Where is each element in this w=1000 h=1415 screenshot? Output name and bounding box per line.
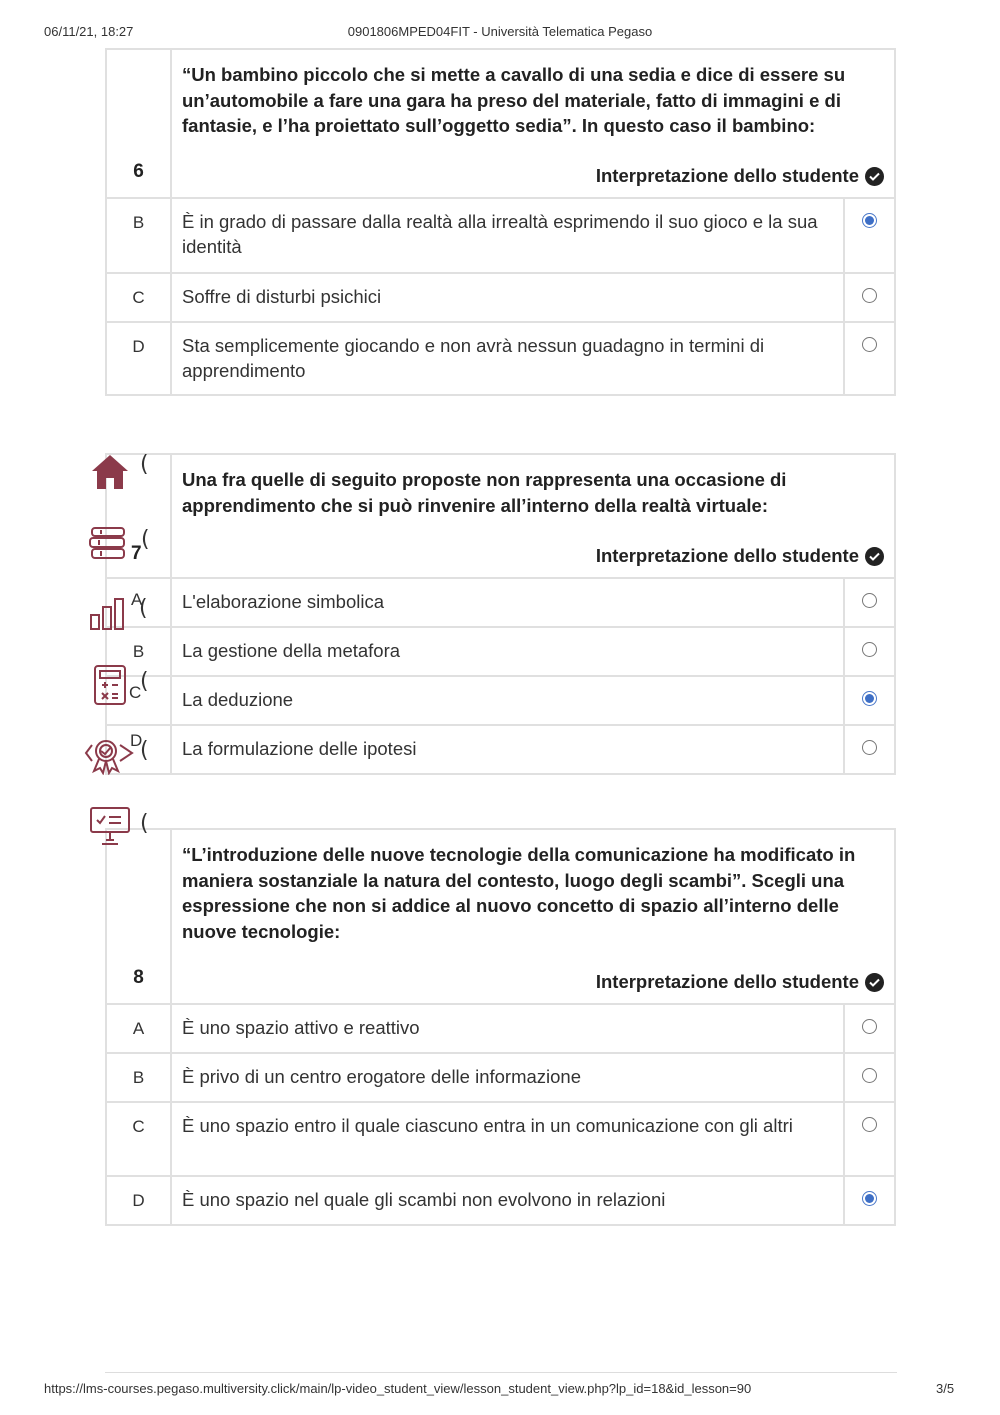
paren-glyph: ( — [141, 527, 150, 552]
check-circle-icon — [865, 167, 884, 186]
interpretation-label: Interpretazione dello studente — [182, 165, 884, 187]
answer-letter: D — [130, 731, 143, 750]
question-number: 6 — [107, 50, 172, 197]
answer-radio[interactable] — [862, 740, 877, 755]
question-header — [107, 830, 894, 1003]
answer-letter: C — [107, 1103, 172, 1175]
answer-text: È in grado di passare dalla realtà alla irrealtà esprimendo il suo gioco e la sua identità — [172, 199, 845, 272]
answer-letter: C — [129, 683, 142, 702]
answer-letter: D — [107, 1177, 172, 1224]
question-number: 7 — [131, 543, 142, 564]
answer-row[interactable] — [107, 626, 894, 675]
answer-radio[interactable] — [862, 213, 877, 228]
answer-radio[interactable] — [862, 288, 877, 303]
question-6 — [105, 48, 896, 396]
paren-glyph: ( — [140, 452, 149, 477]
answer-row[interactable] — [107, 272, 894, 321]
chart-icon[interactable] — [89, 597, 131, 636]
answer-row[interactable] — [107, 197, 894, 272]
calculator-icon[interactable] — [94, 665, 126, 710]
interpretation-label: Interpretazione dello studente — [182, 971, 884, 993]
answer-letter: A — [107, 1005, 172, 1052]
page-number: 3/5 — [936, 1381, 955, 1396]
paren-glyph: ( — [139, 596, 148, 621]
books-icon[interactable] — [89, 526, 131, 565]
answer-letter: A — [131, 590, 143, 609]
monitor-icon[interactable] — [90, 806, 130, 851]
answer-letter: B — [107, 628, 172, 675]
question-header — [107, 455, 894, 577]
answer-row[interactable] — [107, 1175, 894, 1224]
answer-radio[interactable] — [862, 1191, 877, 1206]
answer-row[interactable] — [107, 577, 894, 626]
paren-glyph: ( — [140, 811, 149, 836]
answer-radio[interactable] — [862, 337, 877, 352]
paren-glyph: ( — [140, 669, 149, 694]
answer-text: È uno spazio nel quale gli scambi non evolvono in relazioni — [172, 1177, 845, 1224]
answer-text: La gestione della metafora — [172, 628, 845, 675]
answer-text: La formulazione delle ipotesi — [172, 726, 845, 773]
check-circle-icon — [865, 547, 884, 566]
footer-url: https://lms-courses.pegaso.multiversity.click/main/lp-video_student_view/lesson_student_view.php?lp_id=18&id_lesson=90 — [44, 1381, 752, 1396]
answer-radio[interactable] — [862, 691, 877, 706]
answer-row[interactable] — [107, 1003, 894, 1052]
answer-text: L'elaborazione simbolica — [172, 579, 845, 626]
answer-row[interactable] — [107, 1101, 894, 1175]
answer-letter: C — [107, 274, 172, 321]
home-icon[interactable] — [90, 452, 130, 497]
answer-row[interactable] — [107, 724, 894, 773]
question-header — [107, 50, 894, 197]
answer-radio[interactable] — [862, 1068, 877, 1083]
answer-letter: B — [107, 199, 172, 272]
answer-row[interactable] — [107, 321, 894, 394]
print-date: 06/11/21, 18:27 — [44, 24, 134, 39]
certificate-icon[interactable] — [84, 735, 136, 780]
print-title: 0901806MPED04FIT - Università Telematica Pegaso — [347, 24, 653, 39]
answer-text: È uno spazio entro il quale ciascuno entra in un comunicazione con gli altri — [172, 1103, 845, 1175]
footer-divider — [105, 1372, 897, 1373]
answer-radio[interactable] — [862, 1117, 877, 1132]
question-8 — [105, 828, 896, 1226]
answer-radio[interactable] — [862, 1019, 877, 1034]
question-7 — [105, 453, 896, 775]
question-text: “L’introduzione delle nuove tecnologie della comunicazione ha modificato in maniera sostanziale la natura del contesto, luogo degli scambi”. Scegli una espressione che non si addice al nuovo concetto di spazio all’interno delle nuove tecnologie: — [182, 844, 856, 942]
answer-radio[interactable] — [862, 642, 877, 657]
question-text: “Un bambino piccolo che si mette a cavallo di una sedia e dice di essere su un’automobile a fare una gara ha preso del materiale, fatto di immagini e di fantasie, e l’ha proiettato sull’oggetto sedia”. In questo caso il bambino: — [182, 64, 846, 136]
answer-radio[interactable] — [862, 593, 877, 608]
answer-text: È uno spazio attivo e reattivo — [172, 1005, 845, 1052]
answer-row[interactable] — [107, 1052, 894, 1101]
answer-text: È privo di un centro erogatore delle informazione — [172, 1054, 845, 1101]
check-circle-icon — [865, 973, 884, 992]
answer-text: Soffre di disturbi psichici — [172, 274, 845, 321]
paren-glyph: ( — [140, 738, 149, 763]
answer-text: Sta semplicemente giocando e non avrà nessun guadagno in termini di apprendimento — [172, 323, 845, 394]
answer-row[interactable] — [107, 675, 894, 724]
answer-letter: B — [107, 1054, 172, 1101]
question-number: 8 — [107, 830, 172, 1003]
answer-letter: D — [107, 323, 172, 394]
question-text: Una fra quelle di seguito proposte non rappresenta una occasione di apprendimento che si può rinvenire all’interno della realtà virtuale: — [182, 469, 787, 516]
answer-text: La deduzione — [172, 677, 845, 724]
interpretation-label: Interpretazione dello studente — [182, 545, 884, 567]
